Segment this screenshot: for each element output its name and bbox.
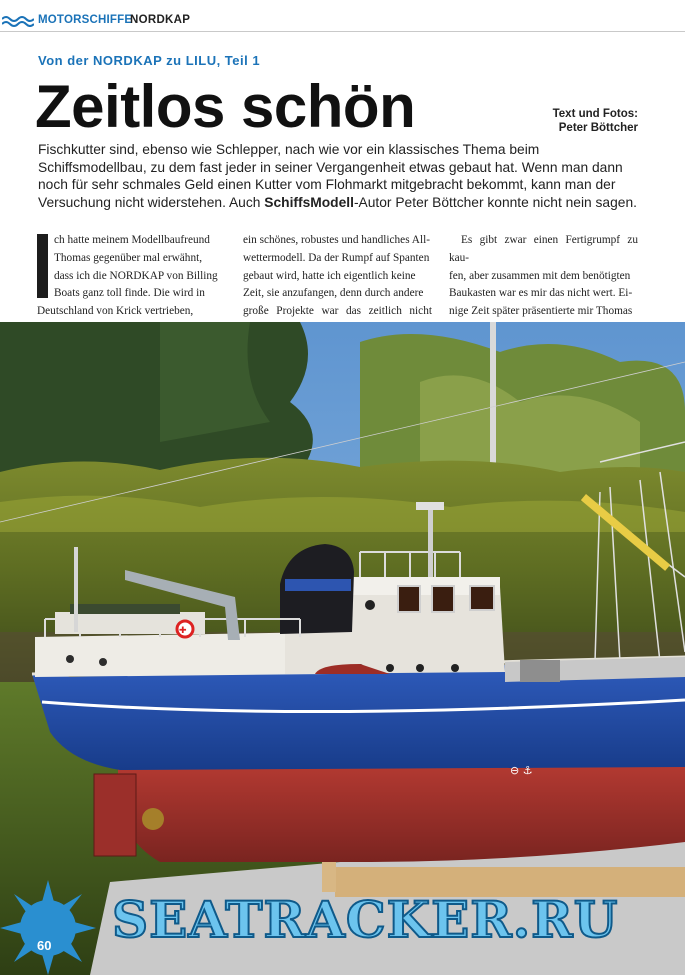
page-number: 60	[37, 938, 52, 953]
credit-label: Text und Fotos:	[552, 108, 638, 120]
body-line: ein schönes, robustes und handliches All-	[243, 234, 430, 246]
body-line: gebaut wird, hatte ich eigentlich keine	[243, 269, 416, 282]
header-divider	[0, 31, 685, 32]
body-line: große Projekte war das zeitlich nicht	[243, 305, 432, 318]
body-line: Es gibt zwar einen Fertigrumpf zu kau-	[449, 234, 638, 264]
sun-badge-icon	[0, 880, 100, 975]
body-line: Boats ganz toll finde. Die wird in	[54, 287, 205, 300]
rudder	[94, 774, 136, 856]
body-line: Baukasten war es mir das nicht wert. Ei-	[449, 287, 633, 300]
foremast	[74, 547, 78, 632]
body-line: Zeit, sie anzufangen, denn durch andere	[243, 287, 424, 300]
body-line: wettermodell. Da der Rumpf auf Spanten	[243, 251, 430, 264]
lead-text-2: -Autor Peter Böttcher konnte nicht nein sagen.	[353, 195, 637, 211]
lifebuoy-mark: ✚	[179, 626, 187, 636]
ship-photo-illustration	[0, 322, 685, 975]
body-line: fen, aber zusammen mit dem benötigten	[449, 269, 631, 282]
credit-author: Peter Böttcher	[558, 122, 638, 134]
article-credit	[553, 107, 638, 135]
body-column-1	[37, 232, 226, 321]
body-line: nige Zeit später präsentierte mir Thomas	[449, 305, 633, 318]
body-line: dass ich die NORDKAP von Billing	[54, 269, 218, 282]
section-label: MOTORSCHIFFE	[38, 14, 133, 26]
watermark-text: SEATRACKER.RU	[112, 890, 619, 949]
article-title: Zeitlos schön	[35, 73, 416, 140]
dropcap-i	[37, 234, 48, 298]
body-line: Thomas gegenüber mal erwähnt,	[54, 251, 203, 264]
hull-marks: ⊖ ⚓	[510, 764, 533, 777]
wave-logo-icon	[2, 15, 34, 27]
radar-mast	[428, 507, 433, 577]
propeller	[142, 808, 164, 830]
article-lead	[38, 141, 650, 212]
body-line: ch hatte meinem Modellbaufreund	[54, 234, 210, 246]
bridge-window	[398, 586, 420, 612]
lead-text-1: Fischkutter sind, ebenso wie Schlepper, nach wie vor ein klassisches Thema beim Schiffsmodellbau, zu dem fast jeder in seiner Vergangenheit etwas gebaut hat. Wenn man dann noch für sehr schmales Geld einen Kutter vom Flohmarkt mitgebracht bekommt, kann man der Versuchung nicht widerstehen. Auch	[38, 142, 623, 211]
topic-label: NORDKAP	[130, 14, 191, 26]
body-line: Deutschland von Krick vertrieben,	[37, 305, 194, 318]
ship-model-photo	[0, 322, 685, 975]
hull-red	[118, 762, 685, 862]
lead-brand: SchiffsModell	[264, 195, 354, 211]
article-kicker: Von der NORDKAP zu LILU, Teil 1	[38, 53, 261, 68]
